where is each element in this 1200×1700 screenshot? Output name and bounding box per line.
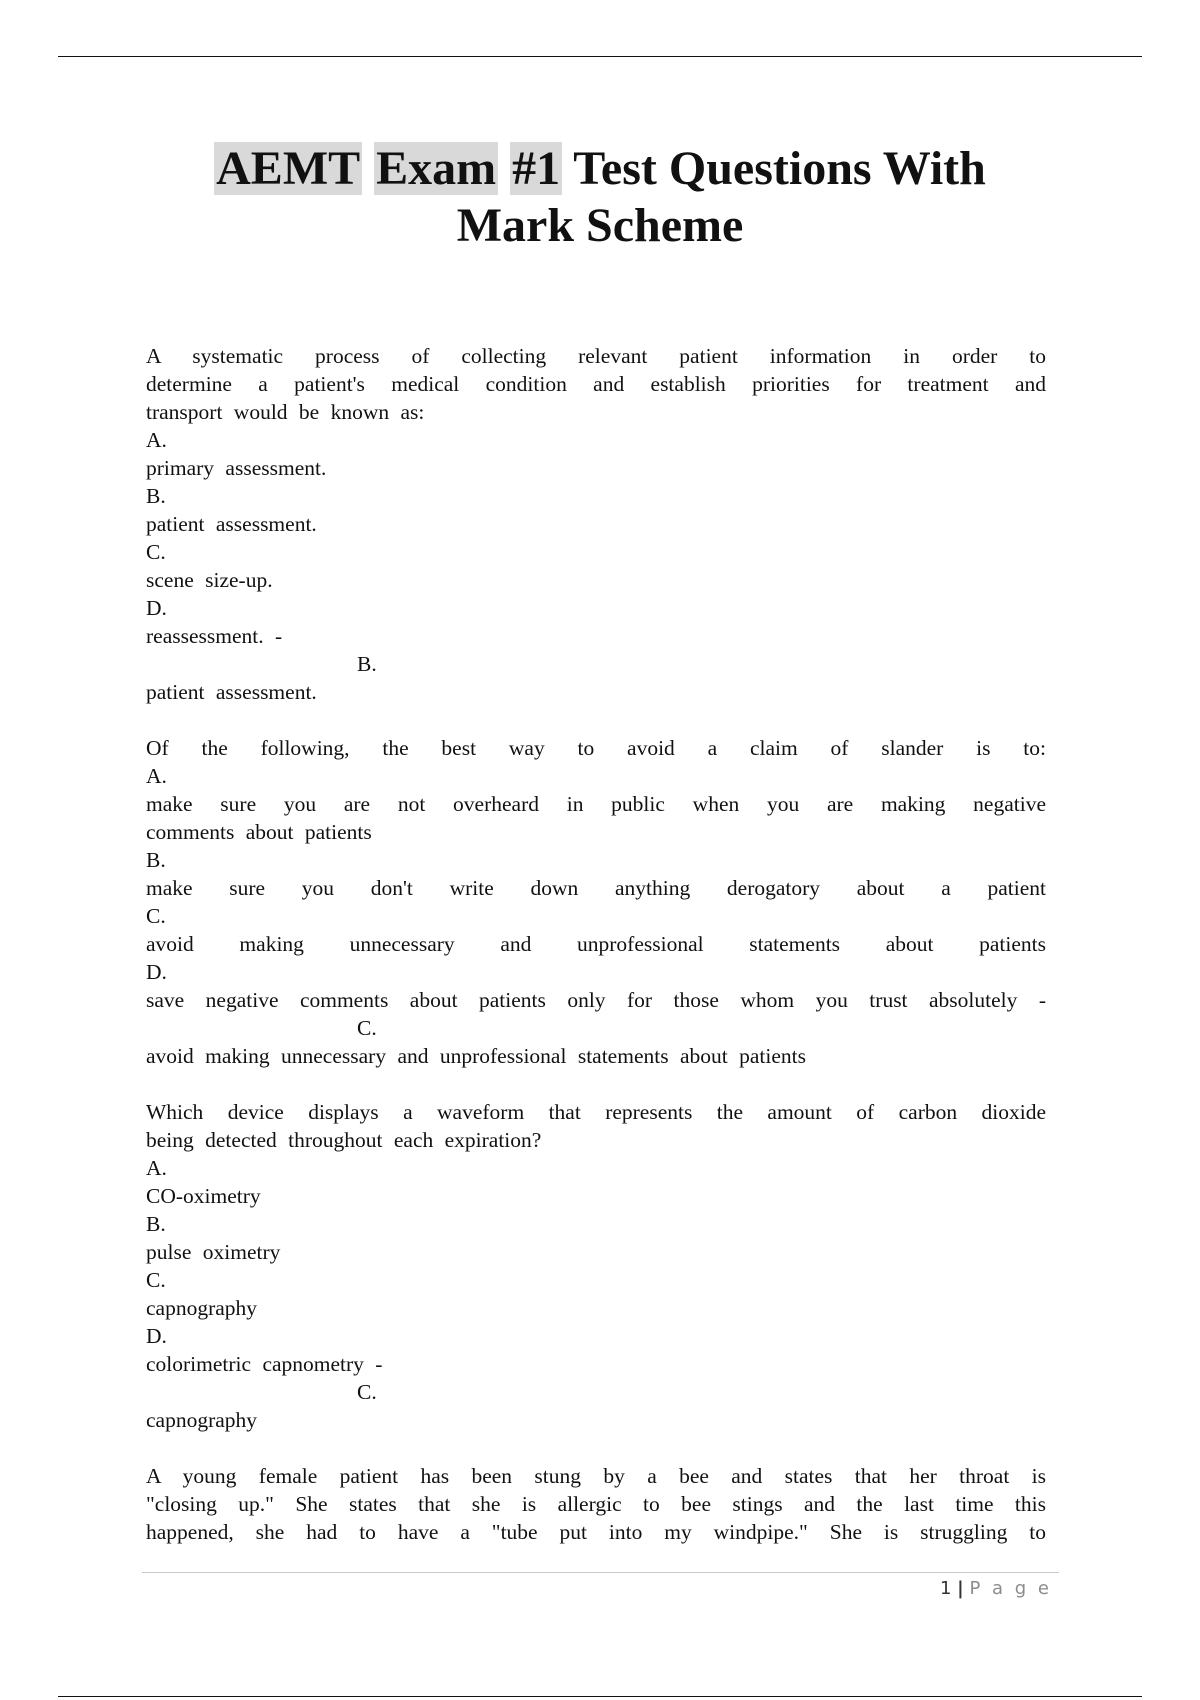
option-letter: B. bbox=[146, 848, 166, 872]
option-text: make sure you don't write down anything derogatory about a patient bbox=[146, 876, 1046, 900]
question-stem-line: "closing up." She states that she is allergic to bee stings and the last time this bbox=[146, 1492, 1046, 1516]
title-line-2: Mark Scheme bbox=[456, 199, 744, 252]
option-letter: A. bbox=[146, 764, 167, 788]
question-stem-line: Of the following, the best way to avoid a claim of slander is to: bbox=[146, 736, 1046, 760]
option-text: primary assessment. bbox=[146, 456, 327, 480]
question-gap bbox=[146, 1434, 1046, 1462]
question-gap bbox=[146, 1070, 1046, 1098]
answer-text: avoid making unnecessary and unprofessional statements about patients bbox=[146, 1044, 806, 1068]
option-letter: B. bbox=[146, 484, 166, 508]
option-letter: C. bbox=[146, 540, 166, 564]
question-block bbox=[146, 342, 1046, 706]
questions-body bbox=[146, 342, 1046, 1546]
page-title bbox=[0, 140, 1200, 254]
question-stem-line: Which device displays a waveform that represents the amount of carbon dioxide bbox=[146, 1100, 1046, 1124]
option-letter: C. bbox=[146, 904, 166, 928]
page-footer bbox=[0, 1578, 1052, 1599]
title-line-1 bbox=[0, 140, 1200, 197]
option-text: reassessment. - bbox=[146, 624, 283, 648]
question-stem-line: transport would be known as: bbox=[146, 400, 425, 424]
answer-letter: B. bbox=[357, 652, 377, 676]
question-stem-line: happened, she had to have a "tube put into my windpipe." She is struggling to bbox=[146, 1520, 1046, 1544]
option-letter: C. bbox=[146, 1268, 166, 1292]
option-text: make sure you are not overheard in public when you are making negative bbox=[146, 792, 1046, 816]
answer-letter: C. bbox=[357, 1016, 377, 1040]
option-letter: D. bbox=[146, 596, 167, 620]
option-text: patient assessment. bbox=[146, 512, 317, 536]
title-highlight: #1 bbox=[512, 142, 561, 195]
title-highlight: AEMT bbox=[216, 142, 361, 195]
question-stem-line: A systematic process of collecting relevant patient information in order to bbox=[146, 344, 1046, 368]
question-stem-line: being detected throughout each expiration? bbox=[146, 1128, 542, 1152]
question-stem-line: A young female patient has been stung by a bee and states that her throat is bbox=[146, 1464, 1046, 1488]
option-text: pulse oximetry bbox=[146, 1240, 281, 1264]
answer-letter: C. bbox=[357, 1380, 377, 1404]
question-gap bbox=[146, 706, 1046, 734]
title-highlight: Exam bbox=[376, 142, 497, 195]
option-text: comments about patients bbox=[146, 820, 372, 844]
option-letter: D. bbox=[146, 960, 167, 984]
top-rule bbox=[58, 56, 1142, 57]
option-text: colorimetric capnometry - bbox=[146, 1352, 383, 1376]
option-text: CO-oximetry bbox=[146, 1184, 261, 1208]
option-text: save negative comments about patients only for those whom you trust absolutely - bbox=[146, 988, 1046, 1012]
option-letter: A. bbox=[146, 428, 167, 452]
option-text: avoid making unnecessary and unprofessional statements about patients bbox=[146, 932, 1046, 956]
page-number: 1 bbox=[939, 1578, 952, 1599]
answer-text: capnography bbox=[146, 1408, 258, 1432]
footer-rule bbox=[142, 1572, 1059, 1573]
footer-separator: | bbox=[957, 1578, 964, 1599]
option-text: scene size-up. bbox=[146, 568, 273, 592]
option-letter: B. bbox=[146, 1212, 166, 1236]
answer-text: patient assessment. bbox=[146, 680, 317, 704]
question-block bbox=[146, 734, 1046, 1070]
title-text: Test Questions With bbox=[573, 142, 986, 195]
option-letter: A. bbox=[146, 1156, 167, 1180]
question-block bbox=[146, 1462, 1046, 1546]
question-stem-line: determine a patient's medical condition and establish priorities for treatment and bbox=[146, 372, 1046, 396]
option-letter: D. bbox=[146, 1324, 167, 1348]
bottom-rule bbox=[58, 1696, 1142, 1697]
option-text: capnography bbox=[146, 1296, 258, 1320]
page-label: P a g e bbox=[969, 1578, 1052, 1599]
question-block bbox=[146, 1098, 1046, 1434]
